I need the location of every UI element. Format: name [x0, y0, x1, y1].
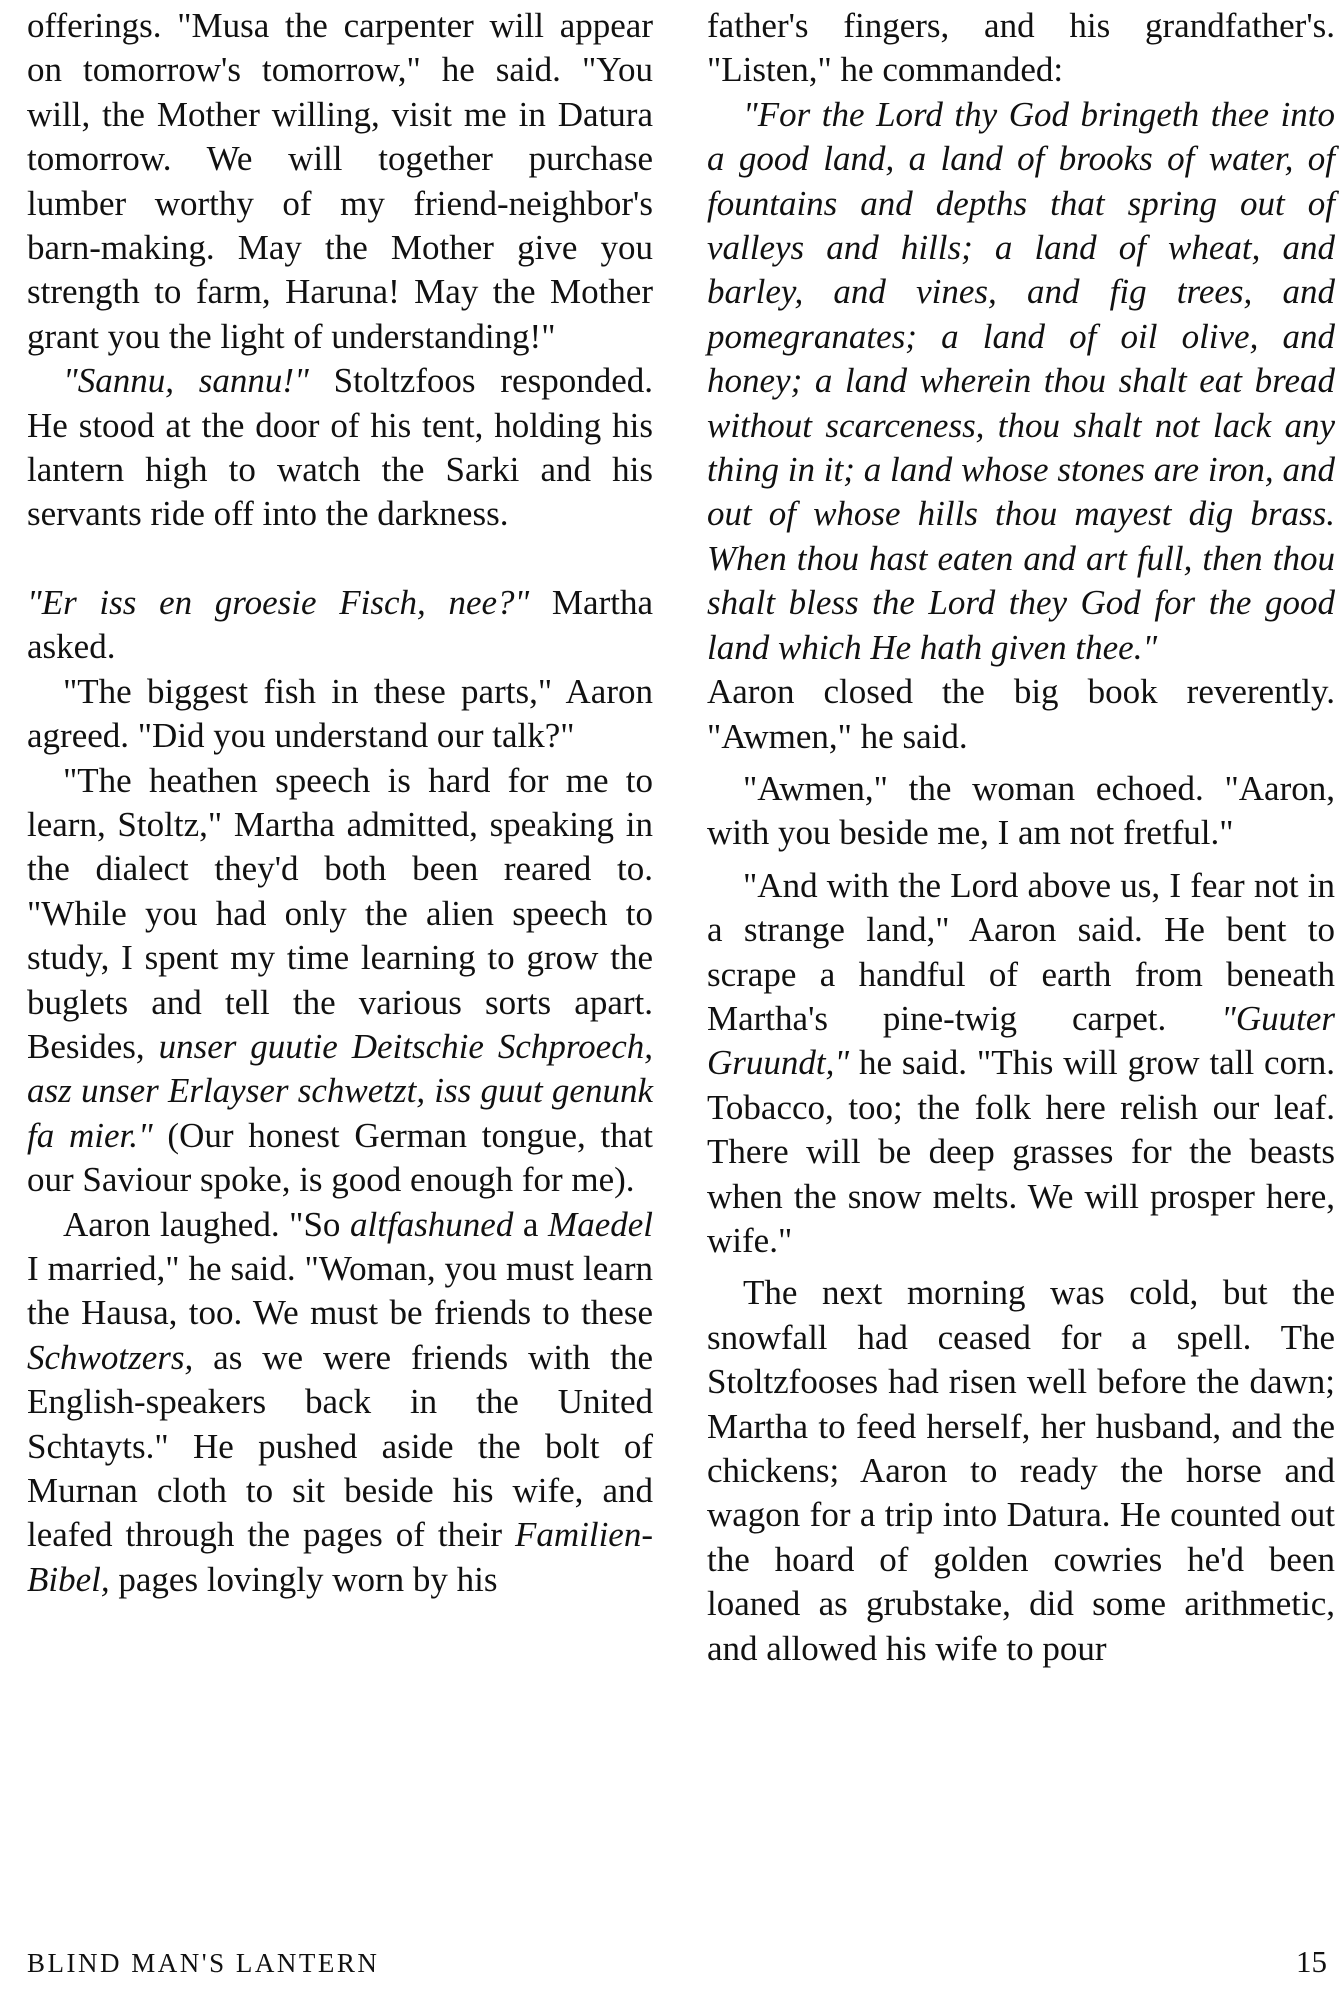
- italic-text: unser guutie Deitschie Schproech, asz unser Erlayser schwetzt, iss guut genunk fa mier.": [27, 1026, 653, 1155]
- paragraph: [27, 1203, 653, 1603]
- paragraph: [707, 670, 1335, 759]
- paragraph-text: offerings. "Musa the carpenter will appear on tomorrow's tomorrow," he said. "You will, the Mother willing, visit me in Datura tomorrow. We will together purchase lumber worthy of my friend-neighbor's barn-making. May the Mother give you strength to farm, Haruna! May the Mother grant you the light of understanding!": [27, 6, 653, 356]
- paragraph: [27, 4, 653, 359]
- paragraph-text: The next morning was cold, but the snowfall had ceased for a spell. The Stoltzfooses had risen well before the dawn; Martha to feed herself, her husband, and the chickens; Aaron to ready the horse and wagon for a trip into Datura. He counted out the hoard of golden cowries he'd been loaned as grubstake, did some arithmetic, and allowed his wife to pour: [707, 1273, 1335, 1668]
- paragraph: [707, 767, 1335, 856]
- paragraph: [27, 670, 653, 759]
- paragraph-text: Martha asked.: [27, 582, 653, 667]
- paragraph-text: pages lovingly worn by his: [109, 1559, 498, 1599]
- italic-text: "Guuter Gruundt,": [707, 998, 1335, 1083]
- page-number: 15: [1296, 1944, 1327, 1979]
- running-title: BLIND MAN'S LANTERN: [27, 1948, 380, 1978]
- page-footer: [0, 1944, 1343, 1988]
- paragraph-text: I married," he said. "Woman, you must learn the Hausa, too. We must be friends to these: [27, 1248, 653, 1333]
- right-column: [707, 4, 1335, 1671]
- quote-text: "For the Lord thy God bringeth thee into a good land, a land of brooks of water, of fountains and depths that spring out of valleys and hills; a land of wheat, and barley, and vines, and fig trees, and pomegranates; a land of oil olive, and honey; a land wherein thou shalt eat bread without scarceness, thou shalt not lack any thing in it; a land whose stones are iron, and out of whose hills thou mayest dig brass. When thou hast eaten and art full, then thou shalt bless the Lord they God for the good land which He hath given thee.": [707, 94, 1335, 667]
- italic-text: Maedel: [548, 1204, 653, 1244]
- paragraph: [707, 1271, 1335, 1671]
- paragraph: [27, 581, 653, 670]
- italic-text: "Er iss en groesie Fisch, nee?": [27, 582, 530, 622]
- paragraph-text: he said. "This will grow tall corn. Tobacco, too; the folk here relish our leaf. There will be deep grasses for the beasts when the snow melts. We will prosper here, wife.": [707, 1043, 1335, 1260]
- italic-text: Schwotzers,: [27, 1337, 194, 1377]
- paragraph: [707, 4, 1335, 93]
- paragraph-text: "And with the Lord above us, I fear not in a strange land," Aaron said. He bent to scrape a handful of earth from beneath Martha's pine-twig carpet.: [707, 865, 1335, 1038]
- paragraph-text: "Awmen," the woman echoed. "Aaron, with you beside me, I am not fretful.": [707, 768, 1335, 853]
- paragraph-text: as we were friends with the English-speakers back in the United Schtayts." He pushed aside the bolt of Murnan cloth to sit beside his wife, and leafed through the pages of their: [27, 1337, 653, 1555]
- italic-text: "Sannu, sannu!": [63, 361, 309, 401]
- paragraph: [27, 359, 653, 537]
- paragraph-text: Stoltzfoos responded. He stood at the door of his tent, holding his lantern high to watch the Sarki and his servants ride off into the darkness.: [27, 361, 653, 534]
- paragraph-text: a: [513, 1204, 549, 1244]
- italic-text: Familien-Bibel,: [27, 1515, 653, 1599]
- paragraph: [707, 864, 1335, 1264]
- paragraph-text: Aaron laughed. "So: [63, 1204, 351, 1244]
- paragraph-text: father's fingers, and his grandfather's. "Listen," he commanded:: [707, 6, 1335, 90]
- left-column: [27, 4, 653, 1602]
- paragraph-text: "The heathen speech is hard for me to learn, Stoltz," Martha admitted, speaking in the dialect they'd both been reared to. "While you had only the alien speech to study, I spent my time learning to grow the buglets and tell the various sorts apart. Besides,: [27, 760, 653, 1066]
- italic-text: altfashuned: [350, 1204, 514, 1244]
- paragraph-text: "The biggest fish in these parts," Aaron agreed. "Did you understand our talk?": [27, 671, 653, 756]
- paragraph: [27, 759, 653, 1203]
- scripture-quote: [707, 93, 1335, 670]
- paragraph-text: (Our honest German tongue, that our Saviour spoke, is good enough for me).: [27, 1115, 654, 1200]
- paragraph-text: Aaron closed the big book reverently. "Awmen," he said.: [707, 672, 1335, 756]
